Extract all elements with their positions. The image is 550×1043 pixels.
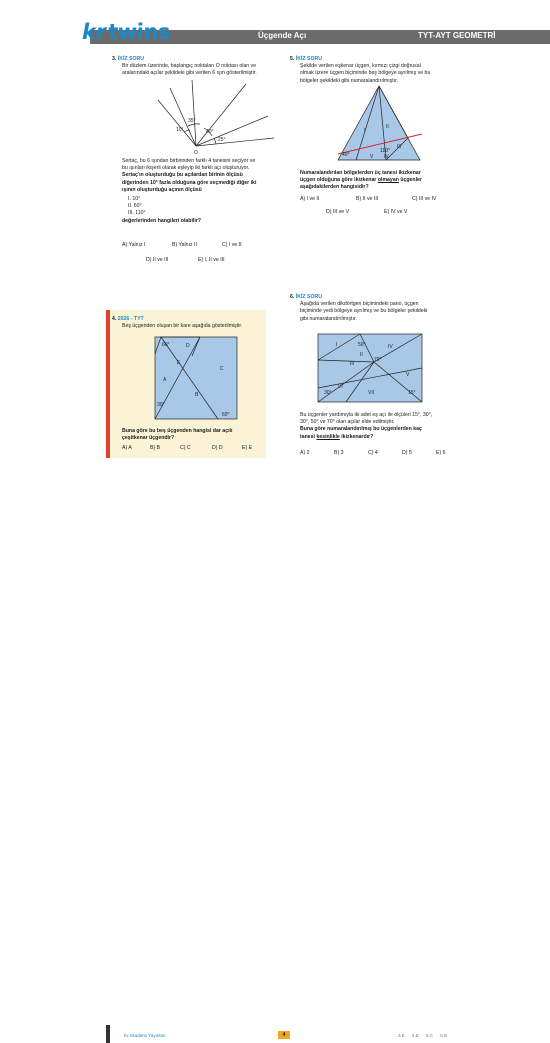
question-tag: 2026 - TYT (117, 316, 144, 322)
option-d[interactable]: D) II ve III (146, 257, 169, 263)
option-d[interactable]: D) III ve V (326, 209, 350, 215)
question-text: olmak üzere üçgen biçiminde beş bölgeye ayrılmış ve bu (300, 70, 431, 77)
angle-label: 40° (206, 129, 214, 135)
rectangle-figure (316, 332, 426, 404)
angle-label: 60° (222, 412, 230, 418)
question-text: 30°, 50° ve 70° olan açılar elde edilmiştir. (300, 419, 395, 426)
option-b[interactable]: B) B (150, 445, 161, 451)
item-roman: III. 110° (128, 210, 146, 217)
point-label: O (194, 150, 198, 156)
angle-label: 60° (162, 342, 170, 348)
question-text: bölgeler şekildeki gibi numaralandırılmıştır. (300, 77, 399, 84)
footer-bar (106, 1025, 110, 1043)
option-a[interactable]: A) I ve II (300, 196, 320, 202)
publisher-name: Kr Akademi Yayınları (124, 1033, 166, 1038)
question-prompt: Sertaç'ın oluşturduğu bu açılardan birinin ölçüsü (122, 172, 243, 179)
region-label: II (386, 124, 389, 130)
region-label: II (360, 352, 363, 358)
angle-label: 70° (374, 357, 382, 363)
question-text: Sertaç, bu 6 ışından birbirinden farklı 4 tanesini seçiyor ve (122, 158, 256, 164)
question-4-prompt: Buna göre bu beş üçgenden hangisi dar açılı çeşitkenar üçgendir? (122, 428, 233, 442)
question-text: Şekilde verilen eşkenar üçgen, kırmızı çizgi doğrusal (300, 63, 421, 70)
triangle-figure (334, 84, 424, 164)
angle-label: 40° (342, 152, 350, 158)
item-roman: I. 10° (128, 196, 141, 203)
question-tag: İKİZ SORU (117, 56, 145, 62)
option-e[interactable]: E) I, II ve III (198, 257, 225, 263)
question-text: bu ışınları ikişerli olarak eşleyip iki farklı açı oluşturuyor. (122, 165, 250, 172)
region-label: III (350, 361, 355, 367)
region-label: IV (388, 344, 393, 350)
region-label: B (195, 392, 199, 398)
question-prompt: diğerinden 10° fazla olduğuna göre seçmediği diğer iki (122, 179, 257, 186)
question-text: Bir düzlem üzerinde, başlangıç noktaları O noktası olan ve (122, 63, 257, 70)
question-number: 6. (290, 294, 295, 300)
option-c[interactable]: C) C (180, 445, 191, 451)
region-label: E (177, 360, 181, 366)
region-label: III (397, 144, 402, 150)
question-6 (290, 294, 450, 323)
answer-key: 3.E 4.E 5.C 6.B (398, 1033, 448, 1038)
region-label: VI (338, 384, 343, 390)
option-b[interactable]: B) 3 (334, 450, 344, 456)
angle-label: 35° (188, 118, 196, 124)
page-number: 4 (278, 1031, 290, 1039)
option-c[interactable]: C) I ve II (222, 242, 242, 248)
question-number: 5. (290, 56, 295, 62)
question-prompt: değerlerinden hangileri olabilir? (122, 217, 201, 224)
option-e[interactable]: E) IV ve V (384, 209, 408, 215)
angle-label: 30° (324, 390, 332, 396)
option-b[interactable]: B) II ve III (356, 196, 379, 202)
question-5-prompt: Numaralandırılan bölgelerden üç tanesi ikizkenar üçgen olduğuna göre ikizkenar olmayan üçgenler aşağıdakilerden hangisidir? (300, 170, 422, 191)
region-label: D (186, 343, 190, 349)
region-label: VII (368, 390, 375, 396)
option-e[interactable]: E) 6 (436, 450, 446, 456)
region-label: V (370, 154, 374, 160)
option-e[interactable]: E) E (242, 445, 253, 451)
region-label: A (163, 377, 167, 383)
region-label: V (406, 372, 410, 378)
region-label: I (336, 342, 338, 348)
accent-strip (106, 310, 110, 458)
angle-label: 10° (176, 127, 184, 133)
option-a[interactable]: A) 2 (300, 450, 310, 456)
page-header (0, 0, 550, 50)
question-prompt: Buna göre numaralandırılmış bu üçgenlerden kaç (300, 426, 422, 433)
region-label: I (364, 128, 366, 134)
option-a[interactable]: A) Yalnız I (122, 242, 146, 248)
question-6-body (300, 412, 470, 441)
option-c[interactable]: C) 4 (368, 450, 378, 456)
brand-logo: kr twins (82, 20, 170, 44)
option-d[interactable]: D) 5 (402, 450, 412, 456)
question-text: biçiminde yedi bölgeye ayrılmış ve bu bölgeler şekildeki (300, 308, 428, 315)
item-roman: II. 60° (128, 203, 142, 210)
section-title: Üçgende Açı (258, 31, 307, 40)
question-3 (112, 56, 282, 78)
option-b[interactable]: B) Yalnız II (172, 242, 197, 248)
question-text: Bu üçgenler yardımıyla iki adet eş açı ile ölçüleri 15°, 30°, (300, 412, 433, 418)
subject-title: TYT-AYT GEOMETRİ (418, 31, 496, 40)
angle-label: 110° (380, 148, 390, 154)
question-tag: İKİZ SORU (295, 56, 323, 62)
question-prompt: tanesi kesinlikle ikizkenardır? (300, 433, 374, 440)
question-4 (112, 316, 262, 330)
question-number: 3. (112, 56, 117, 62)
question-tag: İKİZ SORU (295, 294, 323, 300)
angle-label: 30° (157, 402, 165, 408)
question-number: 4. (112, 316, 117, 322)
question-text: Aşağıda verilen dikdörtgen biçimindeki pano, üçgen (300, 301, 419, 308)
option-d[interactable]: D) D (212, 445, 223, 451)
question-3-body (122, 158, 292, 225)
region-label: IV (384, 154, 389, 160)
question-prompt: ışının oluşturduğu açının ölçüsü (122, 186, 202, 193)
angle-label: 25° (218, 137, 226, 143)
question-text: aralarındaki açılar şekildeki gibi verilen 6 ışın gösterilmiştir. (122, 70, 257, 77)
page-footer (0, 512, 550, 1038)
rays-figure (150, 76, 280, 156)
question-text: gibi numaralandırılmıştır. (300, 315, 357, 322)
square-figure (150, 334, 240, 424)
angle-label: 15° (408, 390, 416, 396)
angle-label: 50° (358, 342, 366, 348)
question-5 (290, 56, 450, 85)
option-c[interactable]: C) III ve IV (412, 196, 437, 202)
region-label: C (220, 366, 224, 372)
question-text: Beş üçgenden oluşan bir kare aşağıda gösterilmiştir. (122, 323, 243, 330)
option-a[interactable]: A) A (122, 445, 132, 451)
